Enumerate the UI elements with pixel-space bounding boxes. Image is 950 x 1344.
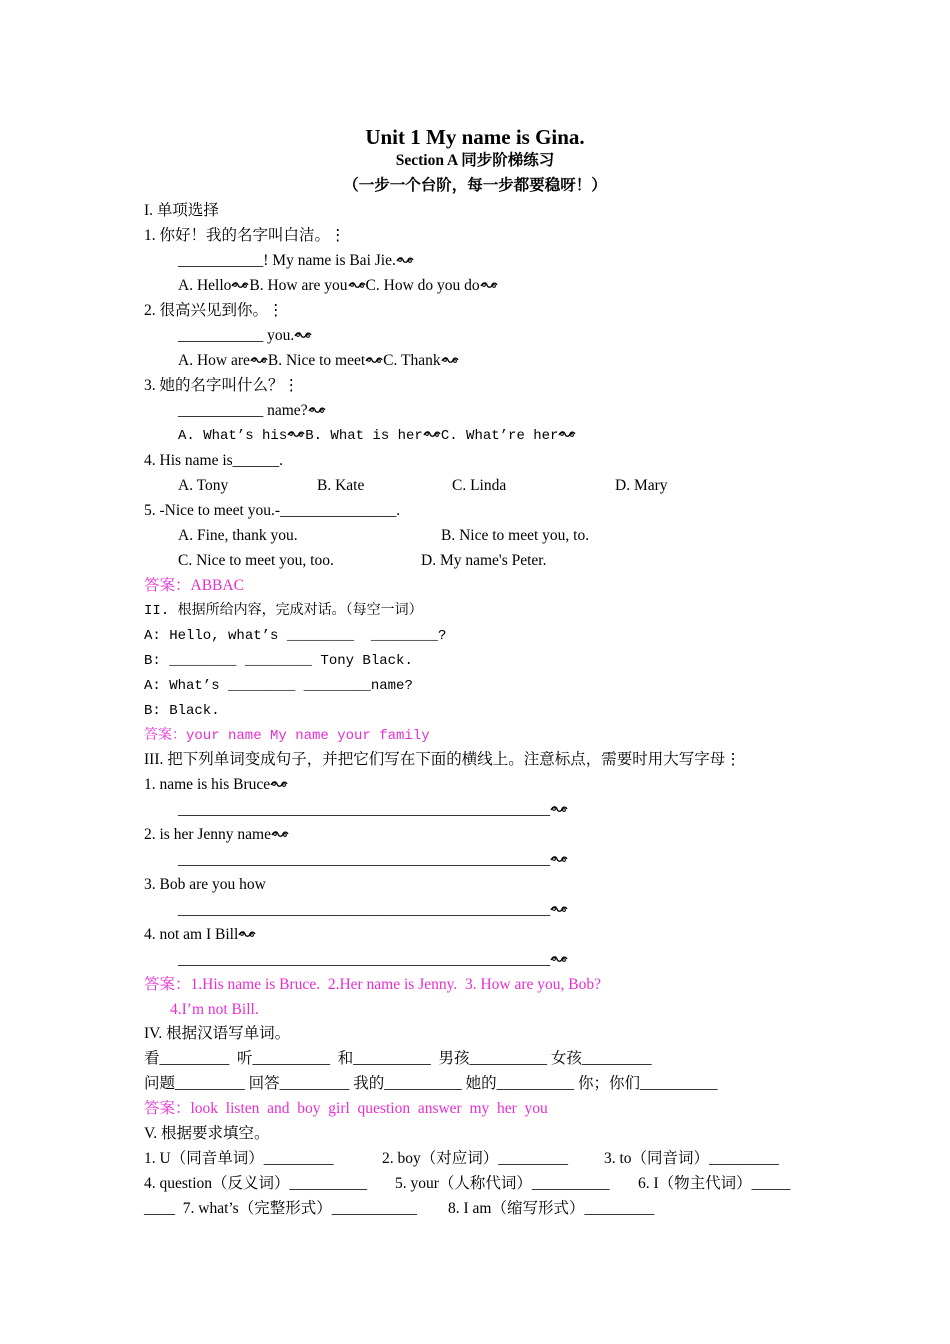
question-2-blank: ___________ you. <box>178 326 312 346</box>
option-a: A. Hello <box>178 277 232 294</box>
section-3-heading: III. 把下列单词变成句子，并把它们写在下面的横线上。注意标点，需要时用大写字母⋮ <box>144 751 741 768</box>
dialogue-line-2: B: ________ ________ Tony Black. <box>144 653 413 669</box>
option-a: A. Tony <box>178 477 229 494</box>
paragraph-mark-icon <box>558 427 576 439</box>
paragraph-mark-icon <box>294 327 312 339</box>
option-a: A. Fine, thank you. <box>178 527 298 544</box>
fill-row-1 <box>144 1149 804 1169</box>
fill-item-3: 3. to（同音词）_________ <box>604 1150 779 1167</box>
question-1-stem: 1. 你好！我的名字叫白洁。⋮ <box>144 227 346 244</box>
section-1-answer: 答案：ABBAC <box>144 577 244 594</box>
dialogue-line-1: A: Hello, what’s ________ ________? <box>144 628 447 644</box>
option-a: A. How are <box>178 352 250 369</box>
paragraph-mark-icon <box>270 776 288 788</box>
option-b: B. Nice to meet you, to. <box>441 527 590 544</box>
dialogue-line-3: A: What’s ________ ________name? <box>144 678 413 694</box>
section-4-answer: 答案：look listen and boy girl question answer my her you <box>144 1100 548 1117</box>
question-4-stem: 4. His name is______. <box>144 452 284 469</box>
paragraph-mark-icon <box>396 252 414 264</box>
option-b: B. How are you <box>249 277 348 294</box>
page-motto: （一步一个台阶，每一步都要稳呀！） <box>343 177 607 194</box>
paragraph-mark-icon <box>271 826 289 838</box>
section-5-heading: V. 根据要求填空。 <box>144 1125 270 1142</box>
section-3-answer-line-1: 答案：1.His name is Bruce. 2.Her name is Jenny. 3. How are you, Bob? <box>144 976 602 993</box>
fill-item-8: 8. I am（缩写形式）_________ <box>448 1200 655 1217</box>
section-4-heading: IV. 根据汉语写单词。 <box>144 1025 291 1042</box>
question-4-options <box>178 476 778 496</box>
question-2-options <box>178 351 459 371</box>
option-c: C. Linda <box>452 477 507 494</box>
paragraph-mark-icon <box>550 901 568 913</box>
option-d: D. Mary <box>615 477 668 494</box>
section-1-heading: I. 单项选择 <box>144 202 219 219</box>
question-1-options <box>178 276 498 296</box>
question-5-options-row1 <box>178 526 778 546</box>
paragraph-mark-icon <box>480 277 498 289</box>
paragraph-mark-icon <box>231 277 249 289</box>
section-2-heading: II. 根据所给内容，完成对话。（每空一词） <box>144 603 423 619</box>
fill-item-7: ____ 7. what’s（完整形式）___________ <box>144 1200 417 1217</box>
fill-item-5: 5. your（人称代词）__________ <box>395 1175 610 1192</box>
paragraph-mark-icon <box>287 427 305 439</box>
page-subtitle: Section A 同步阶梯练习 <box>395 152 555 169</box>
answer-line-1: ________________________________________________ <box>178 800 568 820</box>
question-3-options <box>178 426 576 446</box>
option-c: C. Nice to meet you, too. <box>178 552 334 569</box>
paragraph-mark-icon <box>365 352 383 364</box>
dialogue-line-4: B: Black. <box>144 703 220 719</box>
fill-item-6: 6. I（物主代词）_____ <box>638 1175 791 1192</box>
paragraph-mark-icon <box>550 951 568 963</box>
question-2-stem: 2. 很高兴见到你。⋮ <box>144 302 284 319</box>
question-1-blank: ___________! My name is Bai Jie. <box>178 251 414 271</box>
section-3-answer-line-2: 4.I’m not Bill. <box>170 1001 259 1018</box>
fill-item-1: 1. U（同音单词）_________ <box>144 1150 334 1167</box>
answer-line-3: ________________________________________________ <box>178 900 568 920</box>
question-5-options-row2 <box>178 551 778 571</box>
fill-row-3 <box>144 1199 704 1219</box>
sentence-item-1: 1. name is his Bruce <box>144 775 288 795</box>
option-a: A. What’s his <box>178 428 288 444</box>
option-c: C. What’re her <box>440 428 559 444</box>
question-3-blank: ___________ name? <box>178 401 326 421</box>
sentence-item-2: 2. is her Jenny name <box>144 825 289 845</box>
option-b: B. Nice to meet <box>267 352 366 369</box>
option-c: C. How do you do <box>365 277 480 294</box>
paragraph-mark-icon <box>423 427 441 439</box>
page-title: Unit 1 My name is Gina. <box>365 125 585 149</box>
vocab-row-2: 问题_________ 回答_________ 我的__________ 她的__________ 你；你们__________ <box>144 1075 718 1092</box>
option-d: D. My name's Peter. <box>421 552 547 569</box>
fill-row-2 <box>144 1174 814 1194</box>
paragraph-mark-icon <box>550 801 568 813</box>
section-2-answer: 答案：your name My name your family <box>144 728 430 744</box>
sentence-item-3: 3. Bob are you how <box>144 876 266 893</box>
paragraph-mark-icon <box>550 851 568 863</box>
vocab-row-1: 看_________ 听__________ 和__________ 男孩__________ 女孩_________ <box>144 1050 652 1067</box>
paragraph-mark-icon <box>441 352 459 364</box>
paragraph-mark-icon <box>348 277 366 289</box>
fill-item-4: 4. question（反义词）__________ <box>144 1175 368 1192</box>
option-b: B. Kate <box>317 477 365 494</box>
question-3-stem: 3. 她的名字叫什么？⋮ <box>144 377 300 394</box>
answer-line-2: ________________________________________________ <box>178 850 568 870</box>
answer-line-4: ________________________________________________ <box>178 950 568 970</box>
paragraph-mark-icon <box>308 402 326 414</box>
option-b: B. What is her <box>305 428 423 444</box>
question-5-stem: 5. -Nice to meet you.-_______________. <box>144 502 401 519</box>
paragraph-mark-icon <box>250 352 268 364</box>
sentence-item-4: 4. not am I Bill <box>144 925 256 945</box>
option-c: C. Thank <box>383 352 441 369</box>
paragraph-mark-icon <box>238 926 256 938</box>
fill-item-2: 2. boy（对应词）_________ <box>382 1150 569 1167</box>
